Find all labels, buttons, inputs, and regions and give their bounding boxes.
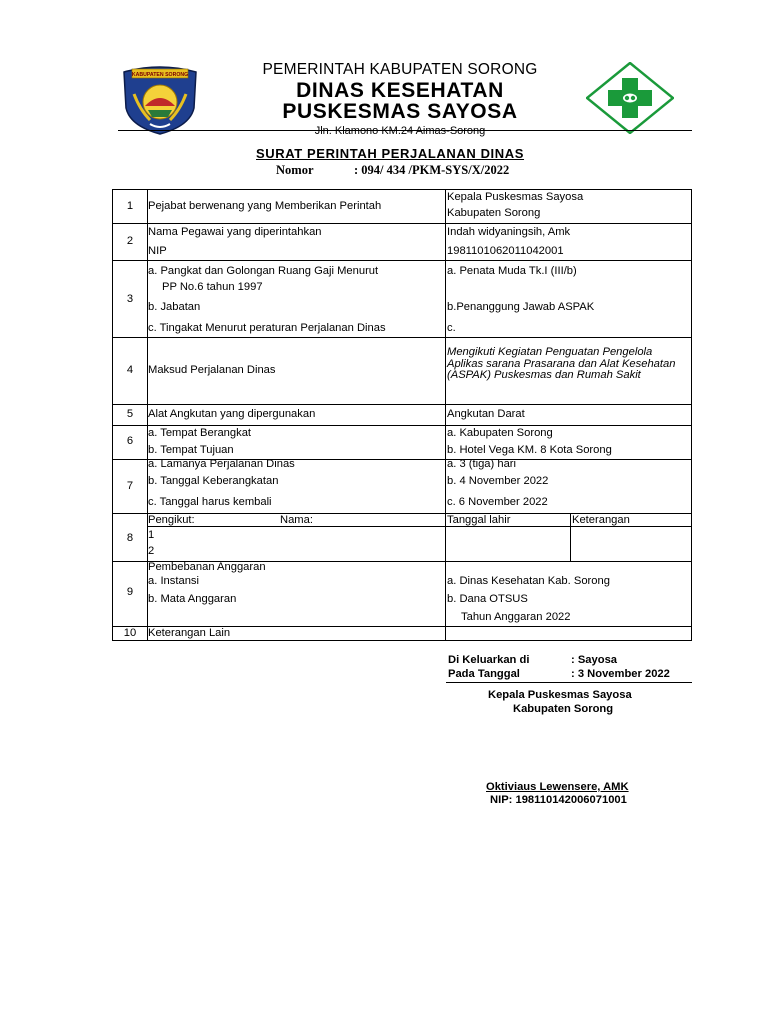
document-number xyxy=(276,163,509,178)
issued-label: Di Keluarkan di xyxy=(448,654,530,666)
footer-divider xyxy=(446,682,692,683)
follower-item: 2 xyxy=(148,545,155,557)
row-number: 5 xyxy=(126,408,134,420)
signer-name: Oktiviaus Lewensere, AMK xyxy=(486,781,629,793)
row-value: a. Kabupaten Sorong xyxy=(447,427,553,439)
nomor-value: : 094/ 434 /PKM-SYS/X/2022 xyxy=(354,163,510,177)
row-label: a. Pangkat dan Golongan Ruang Gaji Menurut xyxy=(148,265,379,277)
puskesmas-logo-icon xyxy=(586,62,674,134)
row-value: Kepala Puskesmas Sayosa xyxy=(447,191,584,203)
row-number: 4 xyxy=(126,364,134,376)
row-number: 6 xyxy=(126,435,134,447)
row-number: 1 xyxy=(126,200,134,212)
issued-value: : Sayosa xyxy=(571,654,618,666)
nama-label: Nama: xyxy=(280,514,313,526)
grid-line xyxy=(112,640,692,641)
row-label: b. Tanggal Keberangkatan xyxy=(148,475,279,487)
follower-item: 1 xyxy=(148,529,155,541)
document-title: SURAT PERINTAH PERJALANAN DINAS xyxy=(256,146,525,161)
row-label: b. Jabatan xyxy=(148,301,201,313)
row-number: 3 xyxy=(126,293,134,305)
row-label: Maksud Perjalanan Dinas xyxy=(148,364,276,376)
row-label: b. Mata Anggaran xyxy=(148,593,237,605)
tanggal-lahir-header: Tanggal lahir xyxy=(447,514,511,526)
signer-office: Kabupaten Sorong xyxy=(513,703,614,715)
row-number: 10 xyxy=(123,627,137,639)
row-label: a. Tempat Berangkat xyxy=(148,427,252,439)
row-value: a. Penata Muda Tk.I (III/b) xyxy=(447,265,577,277)
row-number: 2 xyxy=(126,235,134,247)
letterhead-divider xyxy=(118,130,692,131)
date-label: Pada Tanggal xyxy=(448,668,520,680)
emblem-banner-text: KABUPATEN SORONG xyxy=(131,72,189,79)
pengikut-label: Pengikut: xyxy=(148,514,195,526)
row-label: PP No.6 tahun 1997 xyxy=(162,281,263,293)
government-name: PEMERINTAH KABUPATEN SORONG xyxy=(262,61,538,78)
row-label: b. Tempat Tujuan xyxy=(148,444,234,456)
grid-line xyxy=(112,404,692,405)
grid-line xyxy=(570,513,571,561)
row-label: Keterangan Lain xyxy=(148,627,231,639)
keterangan-header: Keterangan xyxy=(572,514,630,526)
signer-position: Kepala Puskesmas Sayosa xyxy=(488,689,632,701)
row-value: b. Hotel Vega KM. 8 Kota Sorong xyxy=(447,444,612,456)
grid-line xyxy=(691,189,692,641)
travel-order-table xyxy=(112,189,692,640)
row-label: a. Lamanya Perjalanan Dinas xyxy=(148,458,295,470)
row-label: NIP xyxy=(148,245,167,257)
row-value: b. Dana OTSUS xyxy=(447,593,528,605)
row-number: 8 xyxy=(126,532,134,544)
row-value: a. Dinas Kesehatan Kab. Sorong xyxy=(447,575,610,587)
row-value: Tahun Anggaran 2022 xyxy=(461,611,571,623)
row-value: 1981101062011042001 xyxy=(447,245,564,257)
row-number: 7 xyxy=(126,480,134,492)
row-number: 9 xyxy=(126,586,134,598)
row-label: Pembebanan Anggaran xyxy=(148,561,266,573)
row-value: b. 4 November 2022 xyxy=(447,475,549,487)
nomor-label: Nomor xyxy=(276,163,314,177)
grid-line xyxy=(112,189,692,190)
row-value: c. xyxy=(447,322,456,334)
grid-line xyxy=(445,189,446,641)
row-label: a. Instansi xyxy=(148,575,199,587)
row-label: Pejabat berwenang yang Memberikan Perintah xyxy=(148,200,382,212)
signer-nip: NIP: 198110142006071001 xyxy=(490,794,627,806)
letterhead xyxy=(210,58,590,138)
row-value: Angkutan Darat xyxy=(447,408,525,420)
row-value: Kabupaten Sorong xyxy=(447,207,541,219)
grid-line xyxy=(112,337,692,338)
department-name: DINAS KESEHATAN xyxy=(296,79,504,102)
address: Jln. Klamono KM.24 Aimas-Sorong xyxy=(314,125,486,137)
puskesmas-name: PUSKESMAS SAYOSA xyxy=(282,100,518,123)
row-label: c. Tanggal harus kembali xyxy=(148,496,272,508)
row-label: c. Tingakat Menurut peraturan Perjalanan Dinas xyxy=(148,322,386,334)
grid-line xyxy=(112,260,692,261)
row-value: b.Penanggung Jawab ASPAK xyxy=(447,301,595,313)
row-label: Nama Pegawai yang diperintahkan xyxy=(148,226,322,238)
row-value: c. 6 November 2022 xyxy=(447,496,548,508)
row-value: a. 3 (tiga) hari xyxy=(447,458,517,470)
kabupaten-sorong-emblem xyxy=(120,64,200,136)
row-value: Indah widyaningsih, Amk xyxy=(447,226,571,238)
row-value: Mengikuti Kegiatan Penguatan Pengelola Aplikas sarana Prasarana dan Alat Kesehatan (ASPAK) Puskesmas dan Rumah Sakit xyxy=(447,346,676,381)
row-label: Alat Angkutan yang dipergunakan xyxy=(148,408,316,420)
grid-line xyxy=(112,223,692,224)
date-value: : 3 November 2022 xyxy=(571,668,670,680)
